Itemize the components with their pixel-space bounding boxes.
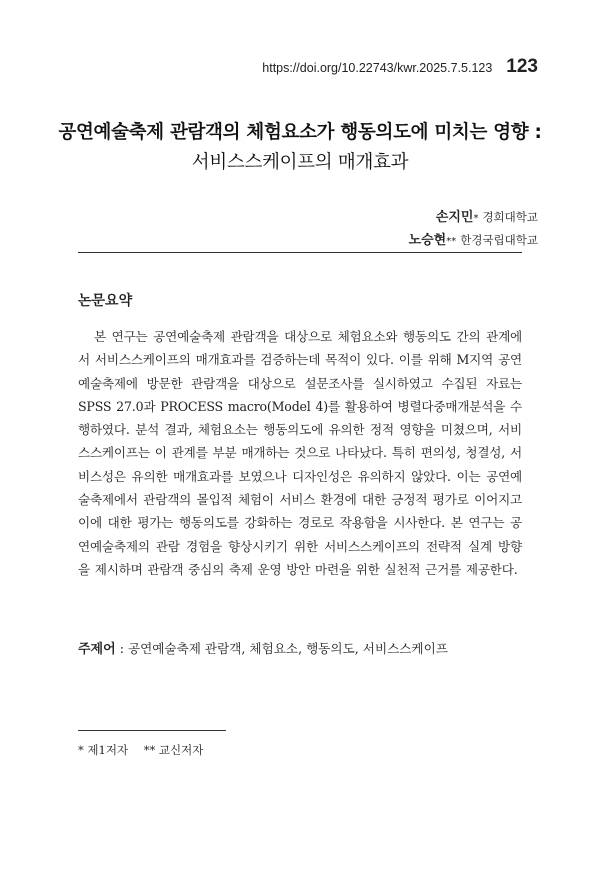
title-block xyxy=(0,118,600,174)
doi-link[interactable]: https://doi.org/10.22743/kwr.2025.7.5.123 xyxy=(262,61,493,75)
footnote-divider xyxy=(78,730,226,731)
keywords-label: 주제어 xyxy=(78,642,116,657)
author-2-name: 노승현 xyxy=(408,233,447,248)
abstract-body: 본 연구는 공연예술축제 관람객을 대상으로 체험요소와 행동의도 간의 관계에서 서비스스케이프의 매개효과를 검증하는데 목적이 있다. 이를 위해 M지역 공연예술축제에 방문한 관람객을 대상으로 설문조사를 실시하였고 수집된 자료는 SPSS 27.0과 PROCESS macro(Model 4)를 활용하여 병렬다중매개분석을 수행하였다. 분석 결과, 체험요소는 행동의도에 유의한 정적 영향을 미쳤으며, 서비스스케이프는 이 관계를 부분 매개하는 것으로 나타났다. 특히 편의성, 청결성, 서비스성은 유의한 매개효과를 보였으나 디자인성은 유의하지 않았다. 이는 공연예술축제에서 관람객의 몰입적 체험이 서비스 환경에 대한 긍정적 평가로 이어지고 이에 대한 평가는 행동의도를 강화하는 경로로 작용함을 시사한다. 본 연구는 공연예술축제의 관람 경험을 향상시키기 위한 서비스스케이프의 전략적 실계 방향을 제시하며 관람객 중심의 축제 운영 방안 마련을 위한 실천적 근거를 제공한다. xyxy=(78,329,522,577)
keywords-text: 공연예술축제 관람객, 체험요소, 행동의도, 서비스스케이프 xyxy=(127,641,448,656)
keywords-line xyxy=(78,638,522,657)
author-1-name: 손지민 xyxy=(435,210,474,225)
author-1 xyxy=(409,206,538,229)
author-1-affiliation: 경희대학교 xyxy=(482,210,538,224)
page-number: 123 xyxy=(506,56,538,77)
page-header xyxy=(262,56,538,78)
paper-subtitle: 서비스스케이프의 매개효과 xyxy=(191,152,409,173)
author-2-mark: ** xyxy=(446,236,457,247)
author-1-mark: * xyxy=(473,213,479,224)
footnotes xyxy=(78,742,215,758)
footnote-corresponding-author: ** 교신저자 xyxy=(143,743,204,757)
paper-title: 공연예술축제 관람객의 체험요소가 행동의도에 미치는 영향 : xyxy=(58,122,542,143)
author-2 xyxy=(409,229,538,252)
author-list xyxy=(409,206,538,252)
author-2-affiliation: 한경국립대학교 xyxy=(460,233,538,247)
abstract-heading: 논문요약 xyxy=(78,293,133,309)
title-divider xyxy=(78,252,522,253)
footnote-first-author: * 제1저자 xyxy=(78,743,129,757)
keywords-separator: : xyxy=(115,641,128,656)
